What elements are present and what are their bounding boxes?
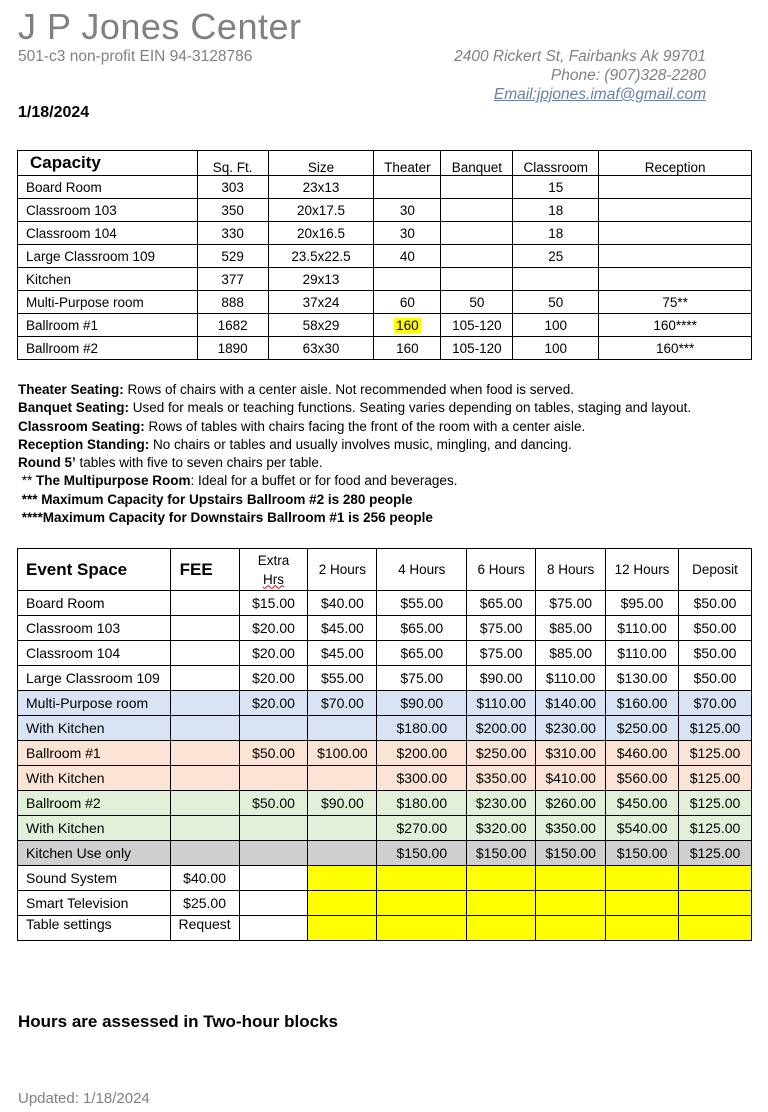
column-header: Deposit xyxy=(679,549,752,591)
table-cell xyxy=(239,916,308,941)
table-cell: $110.00 xyxy=(606,641,679,666)
table-cell: $70.00 xyxy=(679,691,752,716)
table-cell: $75.00 xyxy=(377,666,467,691)
table-cell: 160*** xyxy=(599,337,752,360)
table-cell: $150.00 xyxy=(606,841,679,866)
table-cell xyxy=(467,866,536,891)
table-cell xyxy=(536,866,606,891)
table-cell: Kitchen Use only xyxy=(18,841,171,866)
capacity-row xyxy=(18,268,752,291)
table-cell xyxy=(536,891,606,916)
capacity-table xyxy=(17,150,752,360)
table-cell: $65.00 xyxy=(467,591,536,616)
table-cell: Classroom 103 xyxy=(18,199,198,222)
table-cell: Ballroom #1 xyxy=(18,741,171,766)
table-cell: Board Room xyxy=(18,591,171,616)
fee-row xyxy=(18,691,752,716)
table-cell: Classroom 104 xyxy=(18,222,198,245)
table-cell: 105-120 xyxy=(441,337,513,360)
table-cell: $410.00 xyxy=(536,766,606,791)
note-classroom: Classroom Seating: Rows of tables with chairs facing the front of the room with a center aisle. xyxy=(18,418,586,434)
table-cell: 350 xyxy=(197,199,268,222)
capacity-row xyxy=(18,337,752,360)
capacity-row xyxy=(18,314,752,337)
table-cell: 20x16.5 xyxy=(268,222,374,245)
table-cell: Ballroom #2 xyxy=(18,791,171,816)
table-cell xyxy=(170,841,239,866)
table-cell: $310.00 xyxy=(536,741,606,766)
table-cell xyxy=(170,691,239,716)
table-cell: $50.00 xyxy=(679,666,752,691)
table-cell: 888 xyxy=(197,291,268,314)
table-cell: Multi-Purpose room xyxy=(18,291,198,314)
table-cell: 160**** xyxy=(599,314,752,337)
table-cell: $50.00 xyxy=(239,791,308,816)
table-cell xyxy=(239,716,308,741)
fee-row xyxy=(18,916,752,941)
table-cell xyxy=(536,916,606,941)
table-cell: 58x29 xyxy=(268,314,374,337)
column-header: Theater xyxy=(374,151,441,176)
table-cell: 20x17.5 xyxy=(268,199,374,222)
table-cell xyxy=(599,222,752,245)
table-cell xyxy=(599,199,752,222)
table-cell: $250.00 xyxy=(606,716,679,741)
table-cell xyxy=(606,866,679,891)
table-cell: Large Classroom 109 xyxy=(18,245,198,268)
capacity-header-row xyxy=(18,151,752,176)
column-header: Size xyxy=(268,151,374,176)
table-cell xyxy=(374,176,441,199)
fee-row xyxy=(18,716,752,741)
hours-note: Hours are assessed in Two-hour blocks xyxy=(18,1012,338,1031)
table-cell xyxy=(239,866,308,891)
fee-row xyxy=(18,741,752,766)
table-cell xyxy=(308,841,377,866)
table-cell: $540.00 xyxy=(606,816,679,841)
capacity-row xyxy=(18,176,752,199)
fee-row xyxy=(18,791,752,816)
table-cell xyxy=(441,222,513,245)
note-banquet: Banquet Seating: Used for meals or teaching functions. Seating varies depending on tables, staging and layout. xyxy=(18,400,692,416)
table-cell: $160.00 xyxy=(606,691,679,716)
table-cell: 160 xyxy=(374,337,441,360)
table-cell: $350.00 xyxy=(467,766,536,791)
capacity-row xyxy=(18,291,752,314)
table-cell: Ballroom #1 xyxy=(18,314,198,337)
table-cell: 37x24 xyxy=(268,291,374,314)
column-header: 4 Hours xyxy=(377,549,467,591)
table-cell xyxy=(170,666,239,691)
table-cell xyxy=(513,268,599,291)
column-header: 12 Hours xyxy=(606,549,679,591)
table-cell: $25.00 xyxy=(170,891,239,916)
table-cell: $45.00 xyxy=(308,641,377,666)
table-cell: $85.00 xyxy=(536,616,606,641)
fee-header-extra-hrs: Extra Hrs xyxy=(239,549,308,591)
table-cell: $50.00 xyxy=(679,641,752,666)
column-header: 6 Hours xyxy=(467,549,536,591)
table-cell xyxy=(377,891,467,916)
table-cell xyxy=(679,866,752,891)
table-cell: 377 xyxy=(197,268,268,291)
table-cell: 50 xyxy=(441,291,513,314)
table-cell xyxy=(467,916,536,941)
fee-row xyxy=(18,666,752,691)
table-cell: Multi-Purpose room xyxy=(18,691,171,716)
table-cell: 303 xyxy=(197,176,268,199)
column-header: Sq. Ft. xyxy=(197,151,268,176)
table-cell: 75** xyxy=(599,291,752,314)
table-cell: $75.00 xyxy=(467,616,536,641)
table-cell: With Kitchen xyxy=(18,766,171,791)
table-cell: Sound System xyxy=(18,866,171,891)
table-cell: $15.00 xyxy=(239,591,308,616)
table-cell xyxy=(170,716,239,741)
note-round-tables: Round 5’ tables with five to seven chairs per table. xyxy=(18,455,323,471)
capacity-row xyxy=(18,245,752,268)
table-cell: $130.00 xyxy=(606,666,679,691)
table-cell: $125.00 xyxy=(679,716,752,741)
table-cell xyxy=(170,791,239,816)
table-cell: $85.00 xyxy=(536,641,606,666)
table-cell: $55.00 xyxy=(308,666,377,691)
fee-row xyxy=(18,591,752,616)
table-cell: Request xyxy=(170,916,239,941)
table-cell: $125.00 xyxy=(679,841,752,866)
table-cell: 18 xyxy=(513,222,599,245)
table-cell: $90.00 xyxy=(467,666,536,691)
table-cell: $460.00 xyxy=(606,741,679,766)
org-phone: Phone: (907)328-2280 xyxy=(550,67,706,84)
table-cell: $110.00 xyxy=(467,691,536,716)
table-cell: 29x13 xyxy=(268,268,374,291)
table-cell xyxy=(170,641,239,666)
table-cell xyxy=(441,245,513,268)
table-cell: $75.00 xyxy=(467,641,536,666)
org-address: 2400 Rickert St, Fairbanks Ak 99701 xyxy=(454,48,706,65)
table-cell: 1890 xyxy=(197,337,268,360)
table-cell xyxy=(679,916,752,941)
org-email-link[interactable]: Email:jpjones.imaf@gmail.com xyxy=(493,86,706,103)
table-cell: Smart Television xyxy=(18,891,171,916)
fee-row xyxy=(18,866,752,891)
table-cell: $65.00 xyxy=(377,616,467,641)
table-cell: 23x13 xyxy=(268,176,374,199)
table-cell: $230.00 xyxy=(467,791,536,816)
table-cell: 40 xyxy=(374,245,441,268)
column-header: Reception xyxy=(599,151,752,176)
table-cell: Classroom 103 xyxy=(18,616,171,641)
table-cell: Kitchen xyxy=(18,268,198,291)
table-cell xyxy=(441,199,513,222)
table-cell: $125.00 xyxy=(679,791,752,816)
note-max-ballroom2: *** Maximum Capacity for Upstairs Ballroom #2 is 280 people xyxy=(18,491,413,507)
fee-row xyxy=(18,841,752,866)
table-cell: $20.00 xyxy=(239,616,308,641)
table-cell xyxy=(599,245,752,268)
table-cell: $180.00 xyxy=(377,716,467,741)
table-cell: 529 xyxy=(197,245,268,268)
table-cell: $20.00 xyxy=(239,691,308,716)
table-cell: With Kitchen xyxy=(18,716,171,741)
table-cell: $50.00 xyxy=(679,616,752,641)
table-cell: $90.00 xyxy=(308,791,377,816)
column-header: Banquet xyxy=(441,151,513,176)
table-cell: 63x30 xyxy=(268,337,374,360)
fee-row xyxy=(18,766,752,791)
table-cell: $65.00 xyxy=(377,641,467,666)
capacity-row xyxy=(18,199,752,222)
table-cell xyxy=(308,816,377,841)
table-cell xyxy=(374,268,441,291)
table-cell: $100.00 xyxy=(308,741,377,766)
table-cell: 50 xyxy=(513,291,599,314)
table-cell: 100 xyxy=(513,337,599,360)
table-cell xyxy=(599,268,752,291)
fee-row xyxy=(18,641,752,666)
table-cell: Ballroom #2 xyxy=(18,337,198,360)
org-title: J P Jones Center xyxy=(18,6,302,47)
table-cell xyxy=(170,816,239,841)
document-date: 1/18/2024 xyxy=(18,104,90,121)
table-cell: 18 xyxy=(513,199,599,222)
table-cell: $40.00 xyxy=(308,591,377,616)
table-cell xyxy=(170,766,239,791)
table-cell xyxy=(239,766,308,791)
table-cell: $110.00 xyxy=(606,616,679,641)
column-header: 2 Hours xyxy=(308,549,377,591)
org-subtitle: 501-c3 non-profit EIN 94-3128786 xyxy=(18,48,253,65)
table-cell: 30 xyxy=(374,222,441,245)
table-cell: $150.00 xyxy=(377,841,467,866)
note-reception: Reception Standing: No chairs or tables and usually involves music, mingling, and dancing. xyxy=(18,436,572,452)
table-cell: $350.00 xyxy=(536,816,606,841)
table-cell: $270.00 xyxy=(377,816,467,841)
table-cell: $320.00 xyxy=(467,816,536,841)
table-cell: $45.00 xyxy=(308,616,377,641)
table-cell: $125.00 xyxy=(679,741,752,766)
table-cell: $50.00 xyxy=(239,741,308,766)
note-max-ballroom1: ****Maximum Capacity for Downstairs Ballroom #1 is 256 people xyxy=(18,510,433,526)
table-cell: 15 xyxy=(513,176,599,199)
capacity-header: Capacity xyxy=(18,151,198,176)
table-cell: Classroom 104 xyxy=(18,641,171,666)
table-cell xyxy=(606,891,679,916)
table-cell: $50.00 xyxy=(679,591,752,616)
table-cell: $150.00 xyxy=(536,841,606,866)
table-cell xyxy=(308,716,377,741)
table-cell xyxy=(170,591,239,616)
table-cell: $110.00 xyxy=(536,666,606,691)
table-cell: 105-120 xyxy=(441,314,513,337)
table-cell: 23.5x22.5 xyxy=(268,245,374,268)
table-cell xyxy=(606,916,679,941)
fee-header-row xyxy=(18,549,752,591)
table-cell xyxy=(467,891,536,916)
table-cell: 160 xyxy=(374,314,441,337)
table-cell: $560.00 xyxy=(606,766,679,791)
table-cell xyxy=(170,741,239,766)
table-cell: 60 xyxy=(374,291,441,314)
table-cell xyxy=(377,916,467,941)
table-cell: 30 xyxy=(374,199,441,222)
table-cell: $55.00 xyxy=(377,591,467,616)
table-cell: $20.00 xyxy=(239,641,308,666)
fee-rows xyxy=(18,591,752,941)
table-cell: $250.00 xyxy=(467,741,536,766)
table-cell: $90.00 xyxy=(377,691,467,716)
table-cell xyxy=(599,176,752,199)
updated-date: Updated: 1/18/2024 xyxy=(18,1090,150,1107)
table-cell xyxy=(239,816,308,841)
table-cell: $260.00 xyxy=(536,791,606,816)
table-cell: 330 xyxy=(197,222,268,245)
table-cell xyxy=(239,841,308,866)
table-cell: $125.00 xyxy=(679,816,752,841)
table-cell: $200.00 xyxy=(467,716,536,741)
table-cell: $300.00 xyxy=(377,766,467,791)
table-cell: $125.00 xyxy=(679,766,752,791)
table-cell: $70.00 xyxy=(308,691,377,716)
table-cell xyxy=(308,891,377,916)
table-cell: $200.00 xyxy=(377,741,467,766)
table-cell: $450.00 xyxy=(606,791,679,816)
fee-header-event-space: Event Space xyxy=(18,549,171,591)
fee-row xyxy=(18,891,752,916)
column-header: 8 Hours xyxy=(536,549,606,591)
table-cell: $40.00 xyxy=(170,866,239,891)
note-theater: Theater Seating: Rows of chairs with a center aisle. Not recommended when food is served. xyxy=(18,382,574,397)
table-cell: $180.00 xyxy=(377,791,467,816)
table-cell: $75.00 xyxy=(536,591,606,616)
table-cell xyxy=(441,268,513,291)
table-cell xyxy=(308,916,377,941)
table-cell: $95.00 xyxy=(606,591,679,616)
table-cell xyxy=(308,766,377,791)
note-multipurpose: ** The Multipurpose Room: Ideal for a buffet or for food and beverages. xyxy=(18,473,458,489)
table-cell xyxy=(679,891,752,916)
table-cell xyxy=(239,891,308,916)
table-cell: Board Room xyxy=(18,176,198,199)
table-cell: $230.00 xyxy=(536,716,606,741)
table-cell: Table settings xyxy=(18,916,171,941)
column-header: Classroom xyxy=(513,151,599,176)
table-cell: 1682 xyxy=(197,314,268,337)
table-cell: $140.00 xyxy=(536,691,606,716)
capacity-rows xyxy=(18,176,752,360)
table-cell xyxy=(377,866,467,891)
fee-table xyxy=(17,548,752,941)
fee-row xyxy=(18,616,752,641)
seating-notes xyxy=(18,381,691,527)
table-cell: Large Classroom 109 xyxy=(18,666,171,691)
capacity-row xyxy=(18,222,752,245)
table-cell: 100 xyxy=(513,314,599,337)
table-cell xyxy=(170,616,239,641)
table-cell xyxy=(308,866,377,891)
fee-row xyxy=(18,816,752,841)
table-cell: $20.00 xyxy=(239,666,308,691)
table-cell: With Kitchen xyxy=(18,816,171,841)
table-cell xyxy=(441,176,513,199)
table-cell: $150.00 xyxy=(467,841,536,866)
table-cell: 25 xyxy=(513,245,599,268)
fee-header-fee: FEE xyxy=(170,549,239,591)
